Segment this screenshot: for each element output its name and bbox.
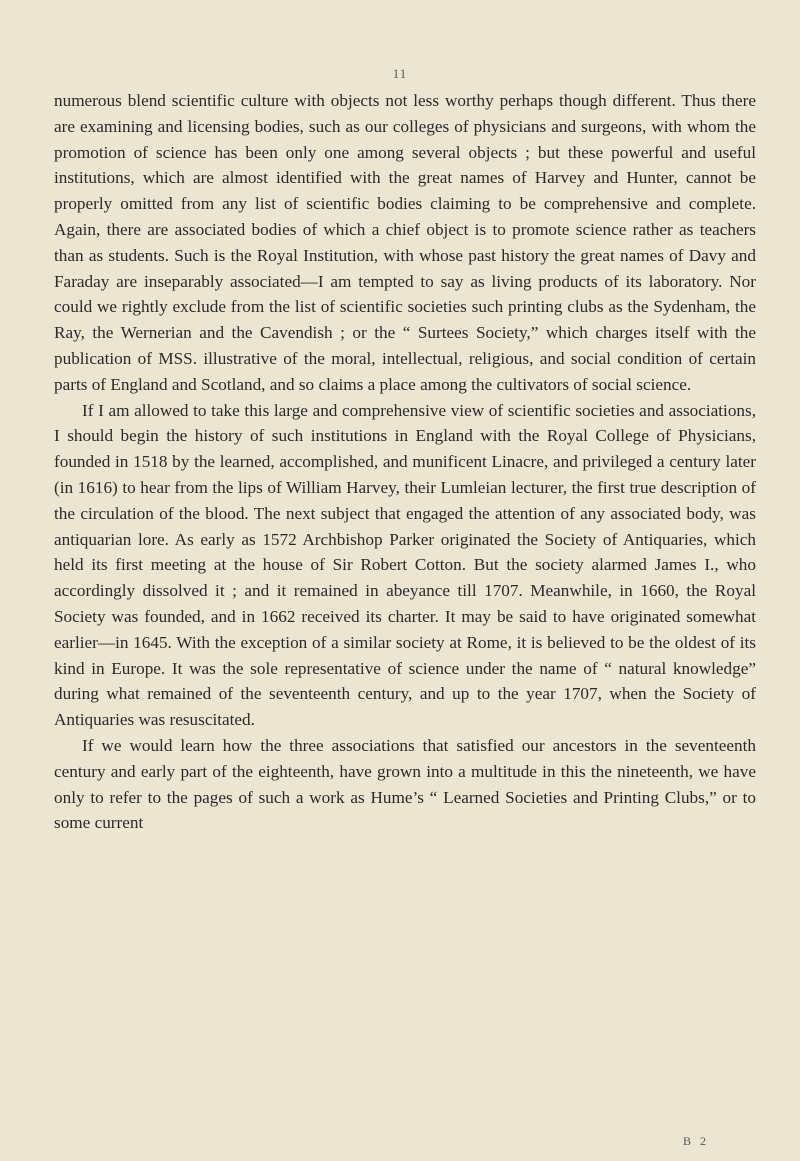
body-text <box>54 88 756 836</box>
paragraph: If I am allowed to take this large and comprehensive view of scientific societies and associations, I should begin the history of such institutions in England with the Royal College of Physicians, founded in 1518 by the learned, accomplished, and munificent Linacre, and privileged a century later (in 1616) to hear from the lips of William Harvey, their Lumleian lecturer, the first true description of the circulation of the blood. The next subject that engaged the attention of any associated body, was antiquarian lore. As early as 1572 Archbishop Parker originated the Society of Antiquaries, which held its first meeting at the house of Sir Robert Cotton. But the society alarmed James I., who accordingly dissolved it ; and it remained in abeyance till 1707. Meanwhile, in 1660, the Royal Society was founded, and in 1662 received its charter. It may be said to have originated somewhat earlier—in 1645. With the exception of a similar society at Rome, it is believed to be the oldest of its kind in Europe. It was the sole representative of science under the name of “ natural knowledge” during what remained of the seventeenth century, and up to the year 1707, when the Society of Antiquaries was resuscitated. <box>54 400 756 730</box>
page-number: 11 <box>392 66 408 81</box>
signature-mark: B 2 <box>683 1134 710 1148</box>
paragraph: If we would learn how the three associations that satisfied our ancestors in the seventeenth century and early part of the eighteenth, have grown into a multitude in this the nineteenth, we have only to refer to the pages of such a work as Hume’s “ Learned Societies and Printing Clubs,” or to some current <box>54 735 756 833</box>
paragraph: numerous blend scientific culture with objects not less worthy perhaps though different. Thus there are examining and licensing bodies, such as our colleges of physicians and surgeons, with whom the promotion of science has been only one among several objects ; but these powerful and useful institutions, which are almost identified with the great names of Harvey and Hunter, cannot be properly omitted from any list of scientific bodies claiming to be comprehensive and complete. Again, there are associated bodies of which a chief object is to promote science rather as teachers than as students. Such is the Royal Institution, with whose past history the great names of Davy and Faraday are inseparably associated—I am tempted to say as living products of its laboratory. Nor could we rightly exclude from the list of scientific societies such printing clubs as the Sydenham, the Ray, the Wernerian and the Cavendish ; or the “ Surtees Society,” which charges itself with the publication of MSS. illustrative of the moral, intellectual, religious, and social condition of certain parts of England and Scotland, and so claims a place among the cultivators of social science. <box>54 91 756 394</box>
